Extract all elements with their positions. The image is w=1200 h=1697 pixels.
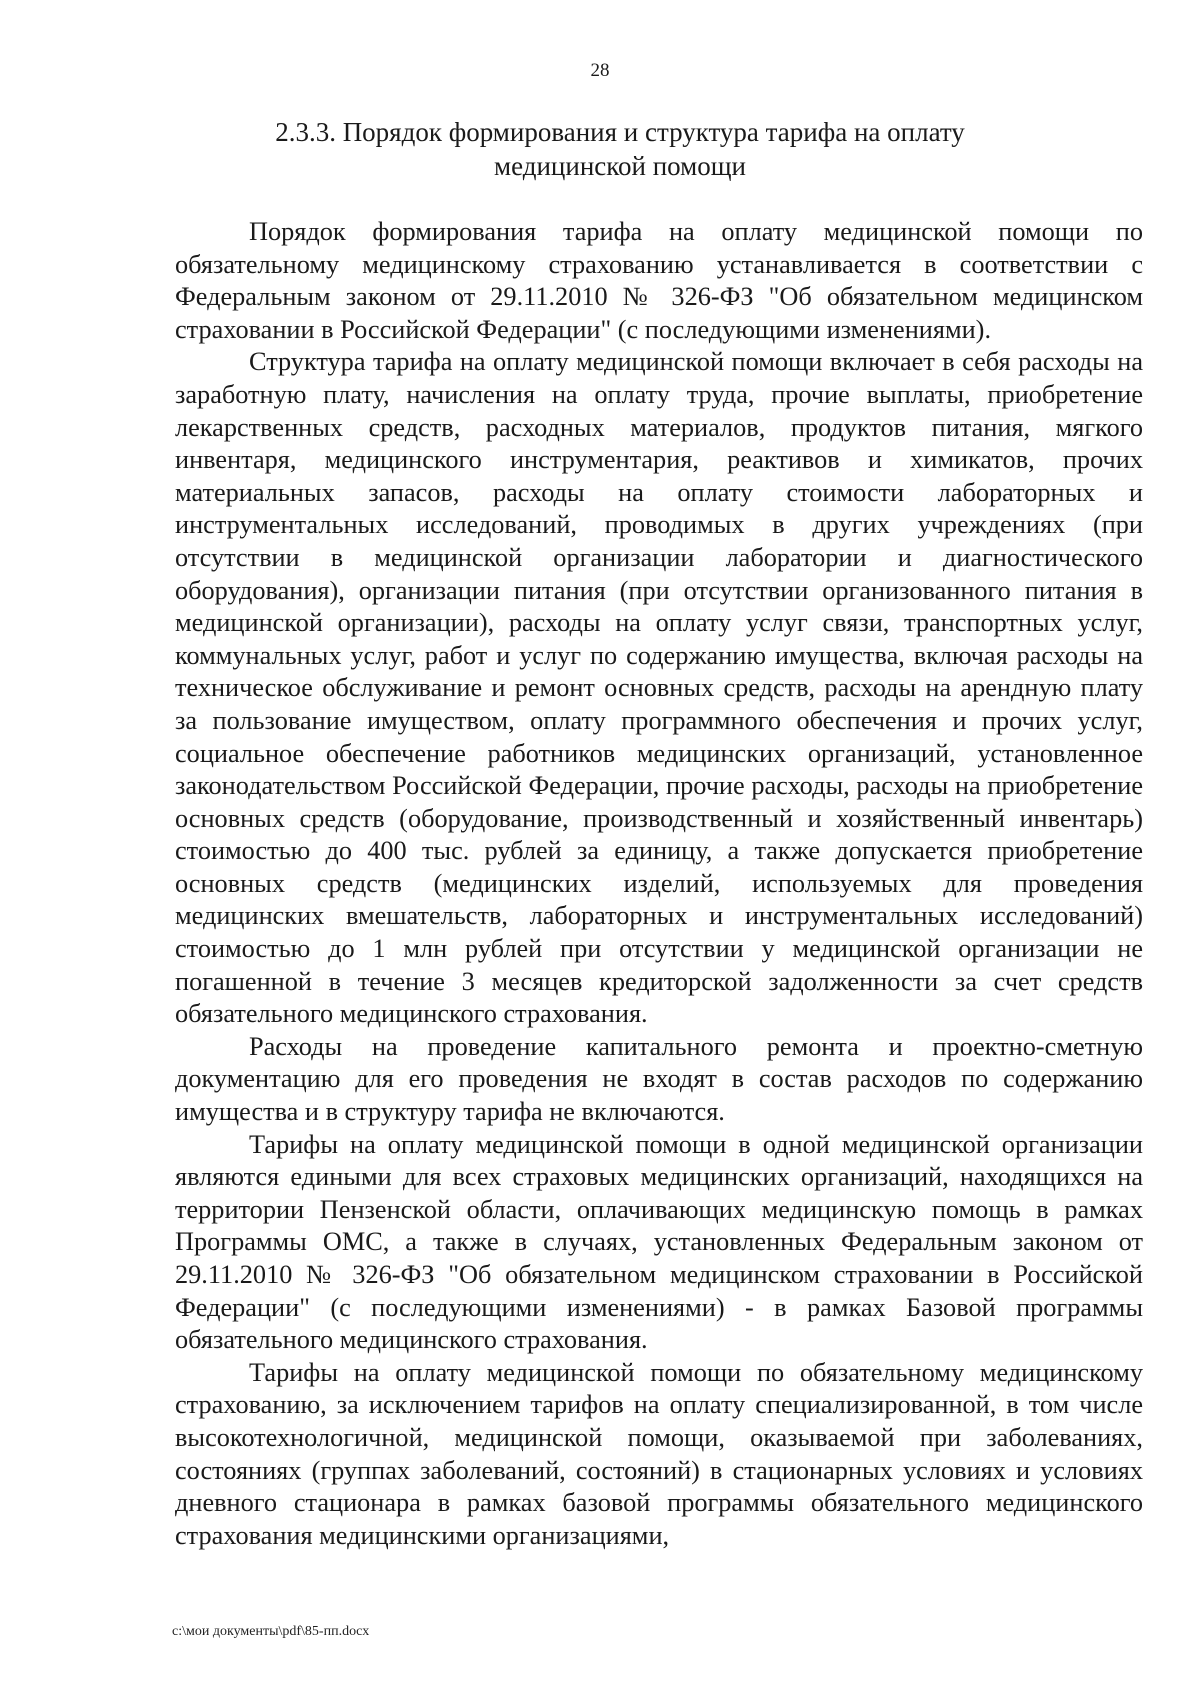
paragraph-capital-repair: Расходы на проведение капитального ремонта и проектно-сметную документацию для его проведения не входят в состав расходов по содержанию имущества и в структуру тарифа не включаются.	[175, 1031, 1143, 1127]
page-number: 28	[590, 60, 610, 81]
section-heading-line-1: 2.3.3. Порядок формирования и структура тарифа на оплату	[275, 117, 965, 147]
footer-file-path: c:\мои документы\pdf\85-пп.docx	[172, 1624, 370, 1639]
body-text	[175, 216, 1143, 1552]
paragraph-tariff-structure: Структура тарифа на оплату медицинской помощи включает в себя расходы на заработную плату, начисления на оплату труда, прочие выплаты, приобретение лекарственных средств, расходных материалов, продуктов питания, мягкого инвентаря, медицинского инструментария, реактивов и химикатов, прочих материальных запасов, расходы на оплату стоимости лабораторных и инструментальных исследований, проводимых в других учреждениях (при отсутствии в медицинской организации лаборатории и диагностического оборудования), организации питания (при отсутствии организованного питания в медицинской организации), расходы на оплату услуг связи, транспортных услуг, коммунальных услуг, работ и услуг по содержанию имущества, включая расходы на техническое обслуживание и ремонт основных средств, расходы на арендную плату за пользование имуществом, оплату программного обеспечения и прочих услуг, социальное обеспечение работников медицинских организаций, установленное законодательством Российской Федерации, прочие расходы, расходы на приобретение основных средств (оборудование, производственный и хозяйственный инвентарь) стоимостью до 400 тыс. рублей за единицу, а также допускается приобретение основных средств (медицинских изделий, используемых для проведения медицинских вмешательств, лабораторных и инструментальных исследований) стоимостью до 1 млн рублей при отсутствии у медицинской организации не погашенной в течение 3 месяцев кредиторской задолженности за счет средств обязательного медицинского страхования.	[175, 347, 1143, 1029]
paragraph-tariff-procedure: Порядок формирования тарифа на оплату медицинской помощи по обязательному медицинскому страхованию устанавливается в соответствии с Федеральным законом от 29.11.2010 № 326-ФЗ "Об обязательном медицинском страховании в Российской Федерации" (с последующими изменениями).	[175, 217, 1143, 344]
paragraph-uniform-tariffs: Тарифы на оплату медицинской помощи в одной медицинской организации являются едиными для всех страховых медицинских организаций, находящихся на территории Пензенской области, оплачивающих медицинскую помощь в рамках Программы ОМС, а также в случаях, установленных Федеральным законом от 29.11.2010 № 326-ФЗ "Об обязательном медицинском страховании в Российской Федерации" (с последующими изменениями) - в рамках Базовой программы обязательного медицинского страхования.	[175, 1129, 1143, 1355]
section-heading-line-2: медицинской помощи	[494, 151, 746, 181]
paragraph-tariffs-exceptions: Тарифы на оплату медицинской помощи по обязательному медицинскому страхованию, за исключением тарифов на оплату специализированной, в том числе высокотехнологичной, медицинской помощи, оказываемой при заболеваниях, состояниях (группах заболеваний, состояний) в стационарных условиях и условиях дневного стационара в рамках базовой программы обязательного медицинского страхования медицинскими организациями,	[175, 1357, 1143, 1550]
section-heading	[250, 115, 990, 183]
